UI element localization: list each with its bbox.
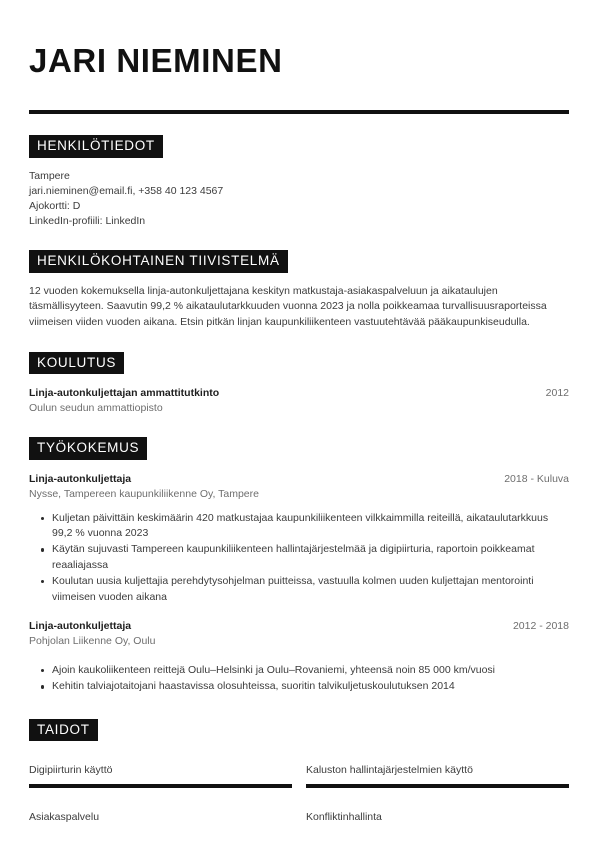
section-heading-summary: HENKILÖKOHTAINEN TIIVISTELMÄ (29, 250, 288, 273)
skill-label: Kaluston hallintajärjestelmien käyttö (306, 764, 473, 777)
section-personal-details (29, 135, 569, 229)
section-summary (29, 250, 569, 330)
contact-location: Tampere (29, 169, 70, 182)
contact-block (29, 169, 569, 230)
section-heading-education: KOULUTUS (29, 352, 124, 375)
skill-label: Digipiirturin käyttö (29, 764, 113, 777)
contact-linkedin: LinkedIn-profiili: LinkedIn (29, 215, 146, 228)
experience-entry-header (29, 619, 569, 633)
section-education (29, 352, 569, 417)
experience-job-title: Linja-autonkuljettaja (29, 620, 132, 633)
skills-grid (29, 753, 569, 834)
experience-dates: 2012 - 2018 (512, 620, 569, 633)
section-heading-experience: TYÖKOKEMUS (29, 437, 147, 460)
experience-dates: 2018 - Kuluva (504, 472, 569, 485)
section-heading-personal-details: HENKILÖTIEDOT (29, 135, 163, 158)
experience-entry (29, 472, 569, 605)
section-heading-skills: TAIDOT (29, 719, 98, 742)
education-institution: Oulun seudun ammattiopisto (29, 402, 163, 415)
education-year: 2012 (545, 387, 569, 400)
list-item: Ajoin kaukoliikenteen reittejä Oulu–Helsinki ja Oulu–Rovaniemi, yhteensä noin 85 000 km/vuosi (52, 663, 569, 678)
list-item: Käytän sujuvasti Tampereen kaupunkiliikenteen hallintajärjestelmää ja digipiirturia, raportoin poikkeamat reaaliajassa (52, 542, 569, 573)
experience-job-title: Linja-autonkuljettaja (29, 472, 132, 485)
experience-employer: Pohjolan Liikenne Oy, Oulu (29, 635, 156, 648)
experience-entry-header (29, 472, 569, 486)
list-item: Kuljetan päivittäin keskimäärin 420 matkustajaa kaupunkiliikenteen vilkkaimmilla reiteillä, aikataulutarkkuus 99,2 % vuonna 2023 (52, 511, 569, 542)
skill-label: Asiakaspalvelu (29, 810, 100, 823)
list-item: Koulutan uusia kuljettajia perehdytysohjelman puitteissa, vastuulla kolmen uuden kuljettajan mentorointi viimeisen vuoden aikana (52, 574, 569, 605)
education-entry-header (29, 386, 569, 400)
summary-text: 12 vuoden kokemuksella linja-autonkuljettajana keskityn matkustaja-asiakaspalveluun ja aikataulujen täsmällisyyteen. Saavutin 99,2 % aikataulutarkkuuden vuonna 2023 ja nolla poikkeamaa turvallisuusraporteissa viimeisen viiden vuoden aikana. Etsin pitkän linjan kaupunkiliikenteen vastuutehtävää pääkaupunkiseudulla. (29, 284, 547, 328)
skill-item (306, 788, 569, 834)
section-skills (29, 719, 569, 834)
section-experience (29, 437, 569, 695)
skill-item (29, 753, 292, 787)
skill-level-bar (306, 831, 569, 834)
contact-license: Ajokortti: D (29, 199, 81, 212)
header-divider (29, 110, 569, 114)
experience-bullet-list (29, 511, 569, 605)
skill-label: Konfliktinhallinta (306, 810, 382, 823)
education-entry (29, 386, 569, 416)
skill-level-bar (29, 831, 292, 834)
resume-content (29, 0, 569, 834)
skill-item (29, 788, 292, 834)
experience-entry (29, 619, 569, 695)
experience-bullet-list (29, 663, 569, 695)
experience-employer: Nysse, Tampereen kaupunkiliikenne Oy, Tampere (29, 487, 259, 500)
contact-email-phone: jari.nieminen@email.fi, +358 40 123 4567 (29, 184, 224, 197)
list-item: Kehitin talviajotaitojani haastavissa olosuhteissa, suoritin talvikuljetuskoulutuksen 2014 (52, 679, 569, 694)
candidate-name: JARI NIEMINEN (29, 42, 283, 79)
education-degree: Linja-autonkuljettajan ammattitutkinto (29, 387, 220, 400)
skill-item (306, 753, 569, 787)
